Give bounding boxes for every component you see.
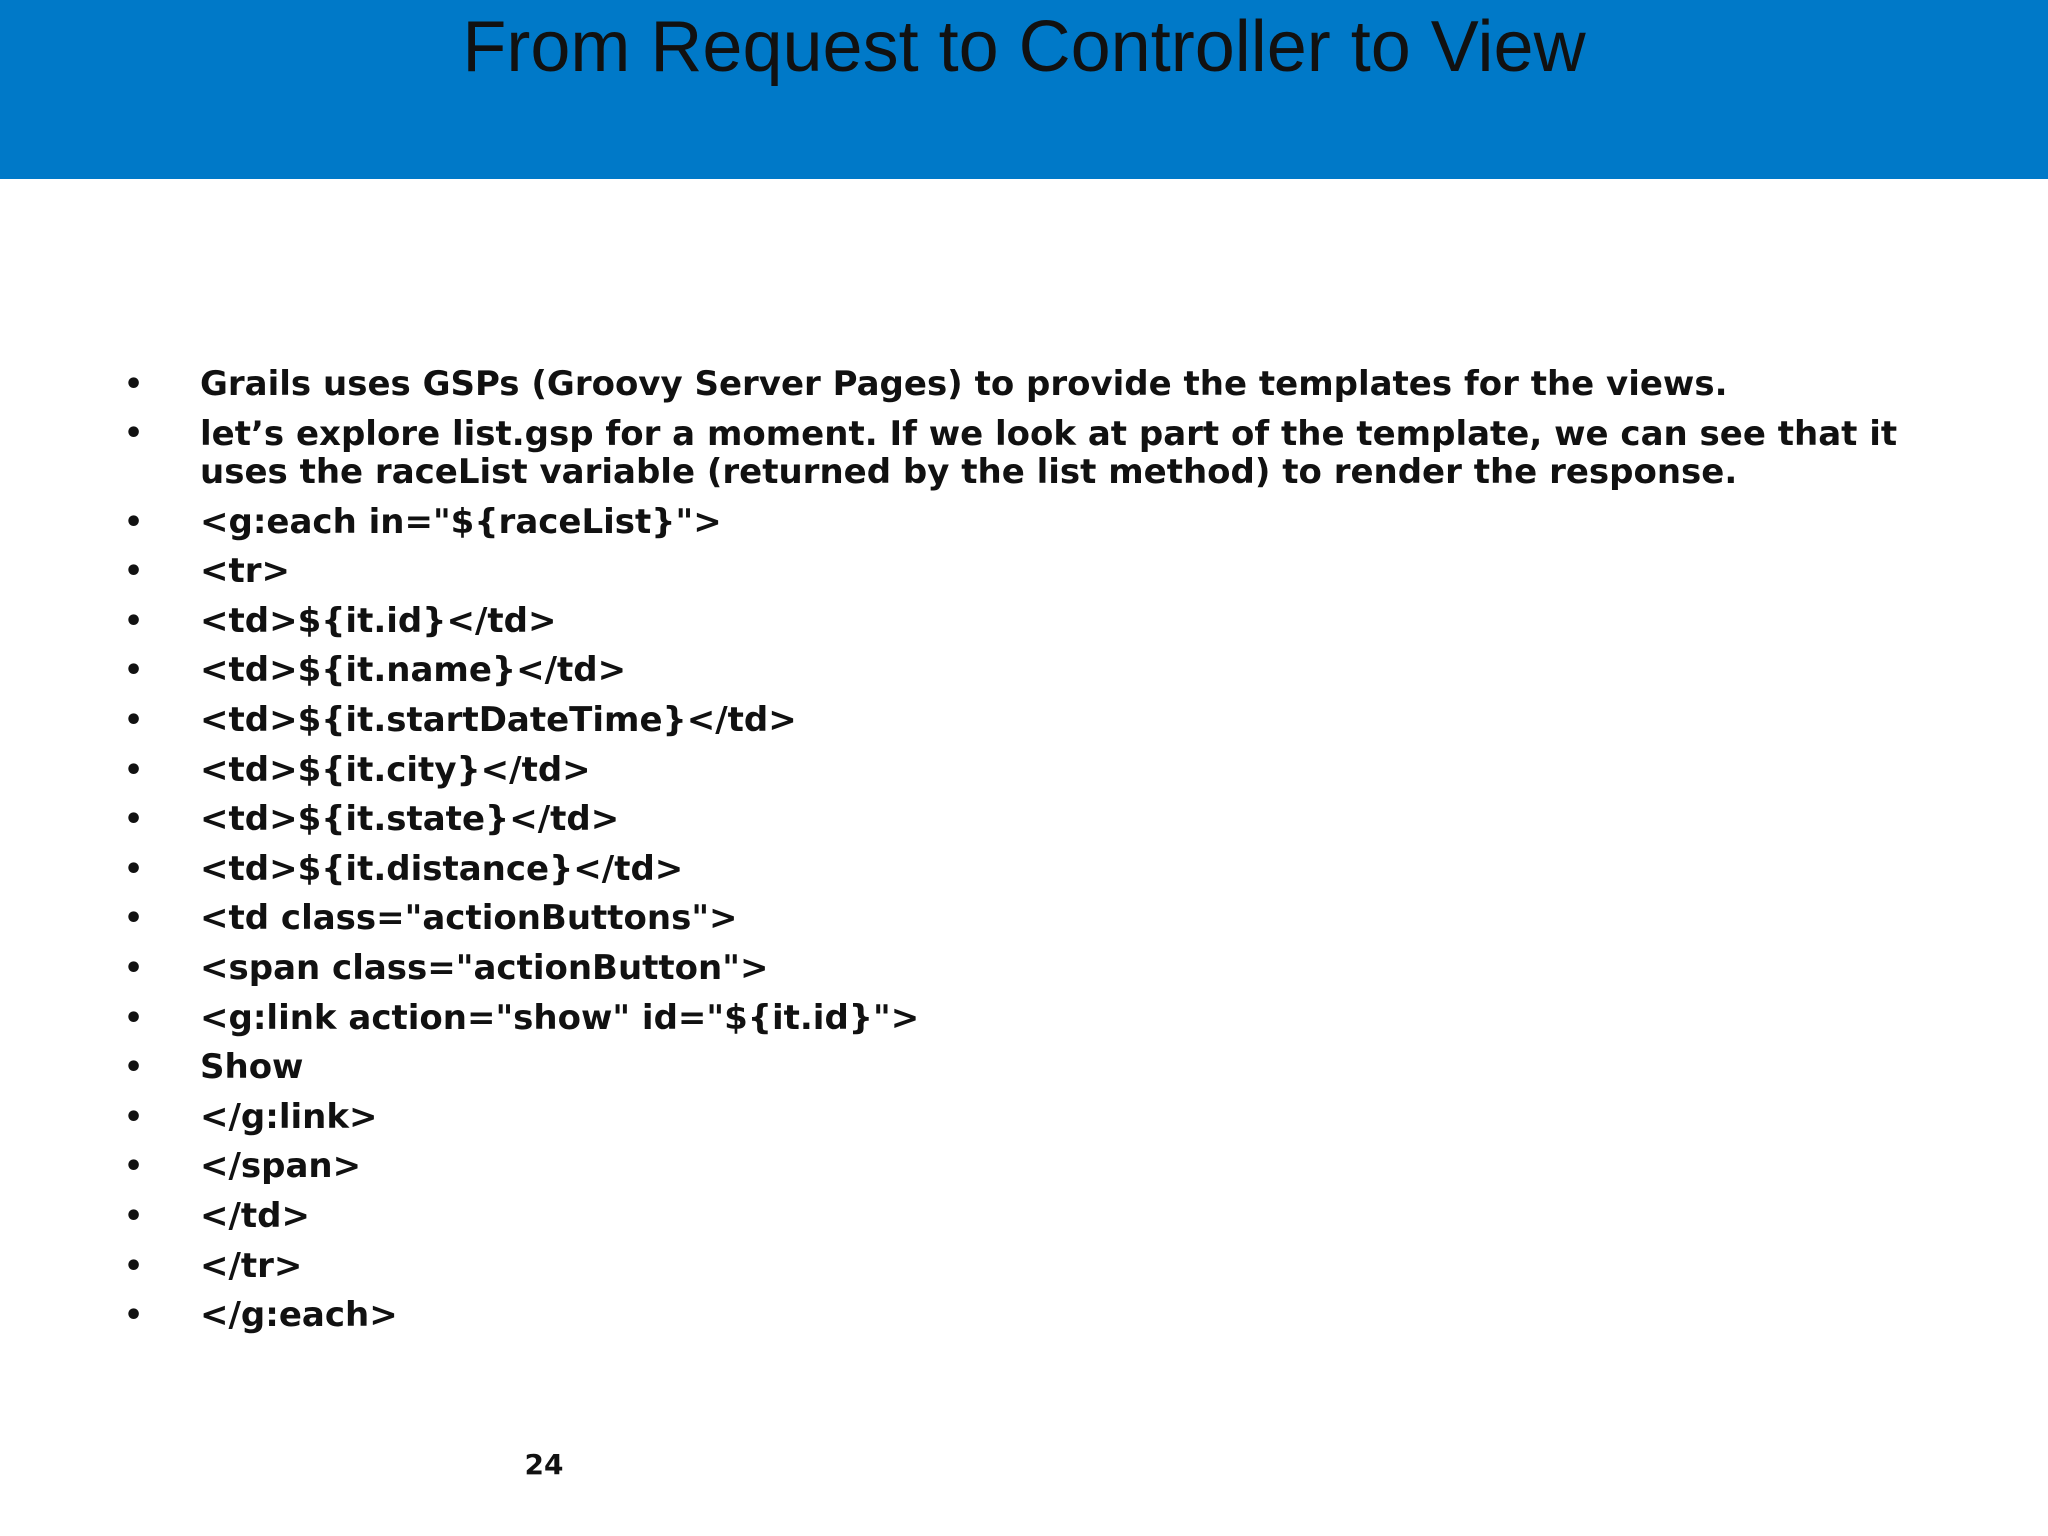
bullet-text: <span class="actionButton"> [200,947,769,988]
bullet-item [0,1043,1900,1093]
bullet-item [0,696,1900,746]
bullet-item [0,547,1900,597]
bullet-text: <td>${it.state}</td> [200,799,620,840]
bullet-text: <td>${it.startDateTime}</td> [200,699,797,740]
bullet-dot-icon: • [124,1298,144,1334]
bullet-item [0,894,1900,944]
bullet-dot-icon: • [124,1000,144,1036]
bullet-item [0,994,1900,1044]
page-number: 24 [524,1448,564,1481]
bullet-item [0,498,1900,548]
bullet-item [0,746,1900,796]
bullet-dot-icon: • [124,653,144,689]
slide-title: From Request to Controller to View [462,7,1586,87]
bullet-text: Grails uses GSPs (Groovy Server Pages) to provide the templates for the views. [200,364,1728,404]
bullet-dot-icon: • [124,504,144,540]
bullet-item [0,944,1900,994]
bullet-text: </tr> [200,1245,303,1286]
bullet-text: <td class="actionButtons"> [200,898,738,939]
bullet-text: let’s explore list.gsp for a moment. If we look at part of the template, we can see that it uses the raceList variable (returned by the list method) to render the response. [200,413,1898,492]
bullet-dot-icon: • [124,1149,144,1185]
bullet-text: </g:each> [200,1295,398,1336]
bullet-text: Show [200,1047,304,1088]
bullet-item [0,646,1900,696]
bullet-item [0,845,1900,895]
bullet-text: <td>${it.distance}</td> [200,848,684,889]
bullet-item [0,360,1900,410]
bullet-item [0,1093,1900,1143]
bullet-text: </td> [200,1195,310,1236]
bullet-item [0,597,1900,647]
bullet-text: <tr> [200,551,290,592]
bullet-text: <g:link action="show" id="${it.id}"> [200,997,920,1038]
bullet-item [0,1142,1900,1192]
bullet-item [0,1192,1900,1242]
bullet-dot-icon: • [124,1248,144,1284]
bullet-text: <td>${it.name}</td> [200,650,627,691]
bullet-dot-icon: • [124,802,144,838]
bullet-text: </g:link> [200,1096,378,1137]
bullet-dot-icon: • [124,950,144,986]
bullet-dot-icon: • [124,1198,144,1234]
bullet-text: </span> [200,1146,362,1187]
bullet-item [0,795,1900,845]
bullet-dot-icon: • [124,1050,144,1086]
bullet-text: <td>${it.city}</td> [200,749,591,790]
bullet-dot-icon: • [124,554,144,590]
bullet-text: <td>${it.id}</td> [200,600,557,641]
bullet-text: <g:each in="${raceList}"> [200,501,722,542]
bullet-dot-icon: • [124,752,144,788]
bullet-item [0,410,1900,498]
bullet-item [0,1242,1900,1292]
bullet-dot-icon: • [124,851,144,887]
bullet-dot-icon: • [124,702,144,738]
bullet-list [0,360,2048,1341]
bullet-dot-icon: • [124,1099,144,1135]
bullet-dot-icon: • [124,603,144,639]
bullet-dot-icon: • [124,367,144,402]
bullet-item [0,1291,1900,1341]
bullet-dot-icon: • [124,415,144,451]
bullet-dot-icon: • [124,901,144,937]
